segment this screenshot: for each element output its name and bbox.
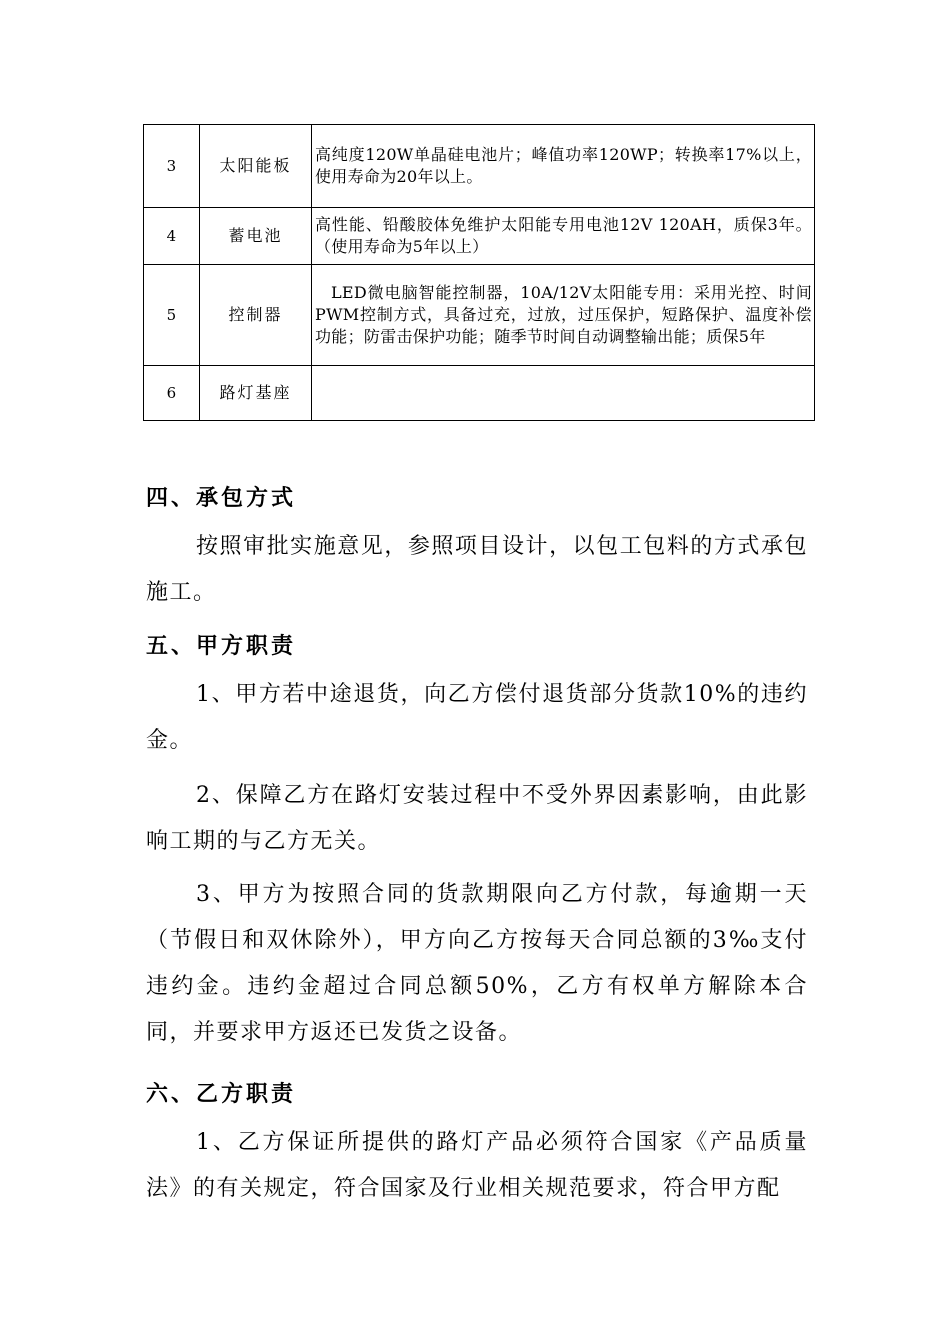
paragraph-contract-method: 按照审批实施意见，参照项目设计，以包工包料的方式承包施工。 [146,534,808,605]
paragraph-party-a-3: 3、甲方为按照合同的货款期限向乙方付款，每逾期一天（节假日和双休除外），甲方向乙方按每天合同总额的3‰支付违约金。违约金超过合同总额50%，乙方有权单方解除本合同，并要求甲方返还已发货之设备。 [146,882,808,1045]
table-row [144,366,815,421]
table-row [144,208,815,265]
component-name: 太阳能板 [200,125,312,208]
component-name: 蓄电池 [200,208,312,265]
component-spec: LED微电脑智能控制器，10A/12V太阳能专用：采用光控、时间PWM控制方式，具备过充，过放，过压保护，短路保护、温度补偿功能；防雷击保护功能；随季节时间自动调整输出能；质保5年 [312,265,815,366]
equipment-spec-table [143,124,815,421]
paragraph-party-b-1: 1、乙方保证所提供的路灯产品必须符合国家《产品质量法》的有关规定，符合国家及行业相关规范要求，符合甲方配 [146,1130,808,1201]
row-number: 3 [144,125,200,208]
row-number: 4 [144,208,200,265]
table-row [144,265,815,366]
row-number: 6 [144,366,200,421]
component-name: 控制器 [200,265,312,366]
component-spec: 高纯度120W单晶硅电池片；峰值功率120WP；转换率17%以上，使用寿命为20年以上。 [312,125,815,208]
paragraph-party-a-2: 2、保障乙方在路灯安装过程中不受外界因素影响，由此影响工期的与乙方无关。 [146,783,808,854]
section-heading-party-b-duties: 六、乙方职责 [146,1081,297,1107]
table-row [144,125,815,208]
section-heading-contract-method: 四、承包方式 [146,485,297,511]
section-heading-party-a-duties: 五、甲方职责 [146,633,297,659]
row-number: 5 [144,265,200,366]
component-spec [312,366,815,421]
component-name: 路灯基座 [200,366,312,421]
paragraph-party-a-1: 1、甲方若中途退货，向乙方偿付退货部分货款10%的违约金。 [146,682,808,753]
component-spec: 高性能、铅酸胶体免维护太阳能专用电池12V 120AH，质保3年。（使用寿命为5年以上） [312,208,815,265]
